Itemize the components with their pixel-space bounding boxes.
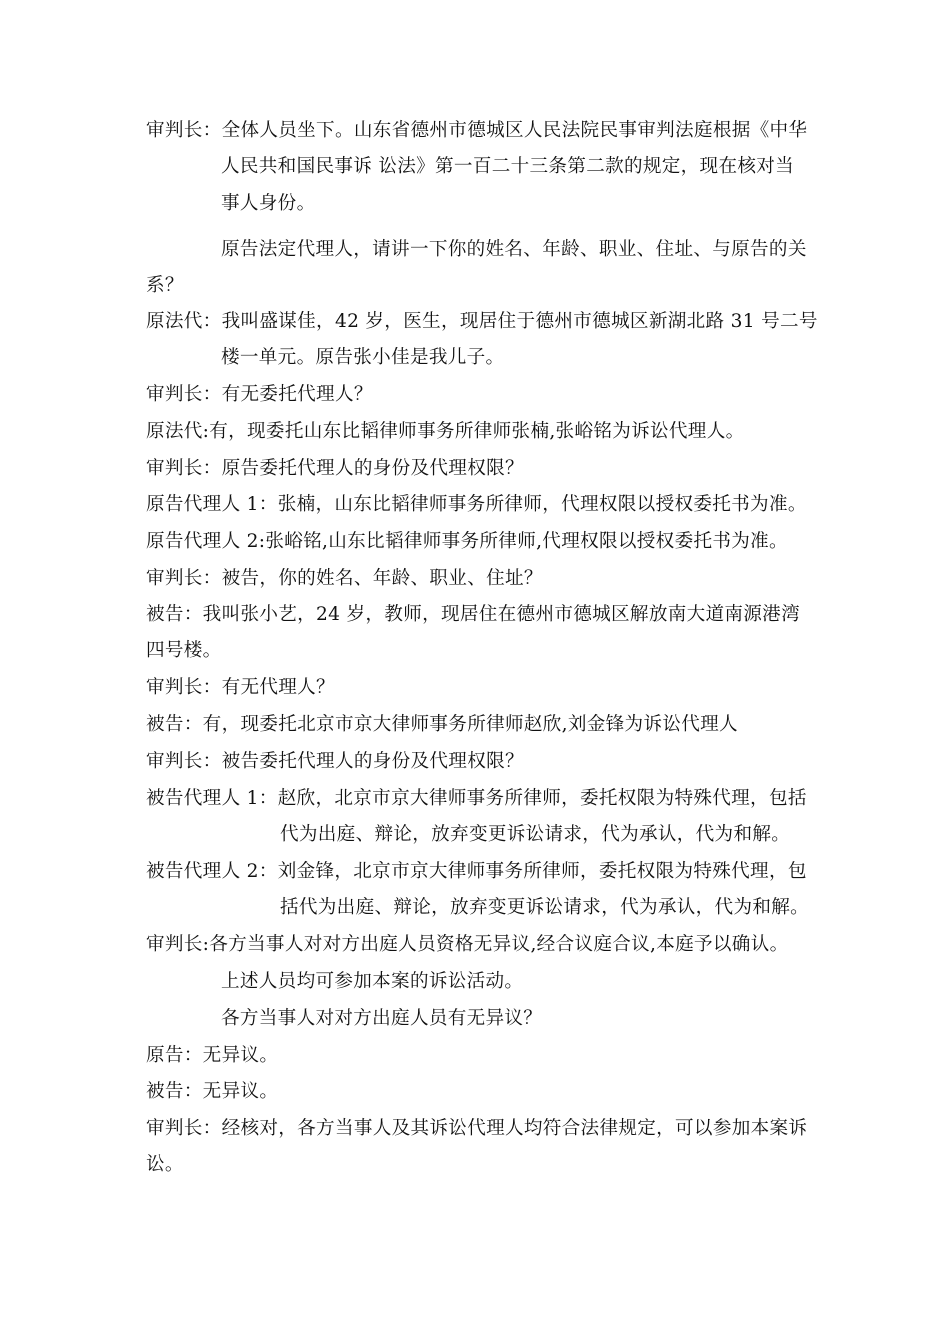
line-presiding-judge-5: 审判长：被告，你的姓名、年龄、职业、住址？	[146, 568, 543, 589]
line-presiding-judge-1-cont-b: 事人身份。	[221, 193, 316, 214]
line-plaintiff-legal-rep-2: 原法代:有，现委托山东比韬律师事务所律师张楠,张峪铭为诉讼代理人。	[146, 421, 745, 442]
line-presiding-judge-9: 各方当事人对对方出庭人员有无异议？	[221, 1008, 543, 1029]
line-defendant-agent-1: 被告代理人 1：赵欣，北京市京大律师事务所律师，委托权限为特殊代理，包括	[146, 788, 807, 809]
line-presiding-judge-8: 审判长:各方当事人对对方出庭人员资格无异议,经合议庭合议,本庭予以确认。	[146, 934, 789, 955]
line-presiding-judge-3: 审判长：有无委托代理人？	[146, 384, 373, 405]
line-plaintiff-agent-2: 原告代理人 2:张峪铭,山东比韬律师事务所律师,代理权限以授权委托书为准。	[146, 531, 788, 552]
line-defendant-agent-2: 被告代理人 2：刘金锋，北京市京大律师事务所律师，委托权限为特殊代理，包	[146, 861, 807, 882]
line-defendant-1: 被告：我叫张小艺，24 岁，教师，现居住在德州市德城区解放南大道南源港湾	[146, 604, 800, 625]
line-plaintiff-legal-rep-1-cont: 楼一单元。原告张小佳是我儿子。	[221, 347, 505, 368]
line-presiding-judge-7: 审判长：被告委托代理人的身份及代理权限？	[146, 751, 524, 772]
line-presiding-judge-8-cont: 上述人员均可参加本案的诉讼活动。	[221, 971, 524, 992]
line-presiding-judge-10: 审判长：经核对，各方当事人及其诉讼代理人均符合法律规定，可以参加本案诉	[146, 1118, 808, 1139]
line-defendant-reply: 被告：无异议。	[146, 1081, 279, 1102]
line-presiding-judge-2: 原告法定代理人，请讲一下你的姓名、年龄、职业、住址、与原告的关	[221, 239, 807, 260]
line-presiding-judge-1-cont-a: 人民共和国民事诉 讼法》第一百二十三条第二款的规定，现在核对当	[221, 156, 795, 177]
line-presiding-judge-10-cont: 讼。	[146, 1154, 184, 1175]
line-plaintiff-reply: 原告：无异议。	[146, 1045, 279, 1066]
line-presiding-judge-2-cont: 系？	[146, 275, 184, 296]
line-defendant-2: 被告：有，现委托北京市京大律师事务所律师赵欣,刘金锋为诉讼代理人	[146, 714, 738, 735]
line-defendant-agent-2-cont: 括代为出庭、辩论，放弃变更诉讼请求，代为承认，代为和解。	[280, 897, 810, 918]
line-presiding-judge-4: 审判长：原告委托代理人的身份及代理权限？	[146, 458, 524, 479]
line-presiding-judge-1: 审判长：全体人员坐下。山东省德州市德城区人民法院民事审判法庭根据《中华	[146, 120, 808, 141]
line-defendant-agent-1-cont: 代为出庭、辩论，放弃变更诉讼请求，代为承认，代为和解。	[280, 824, 791, 845]
line-presiding-judge-6: 审判长：有无代理人？	[146, 677, 335, 698]
line-plaintiff-agent-1: 原告代理人 1：张楠，山东比韬律师事务所律师，代理权限以授权委托书为准。	[146, 494, 807, 515]
line-plaintiff-legal-rep-1: 原法代：我叫盛谋佳，42 岁，医生，现居住于德州市德城区新湖北路 31 号二号	[146, 311, 818, 332]
line-defendant-1-cont: 四号楼。	[146, 640, 222, 661]
